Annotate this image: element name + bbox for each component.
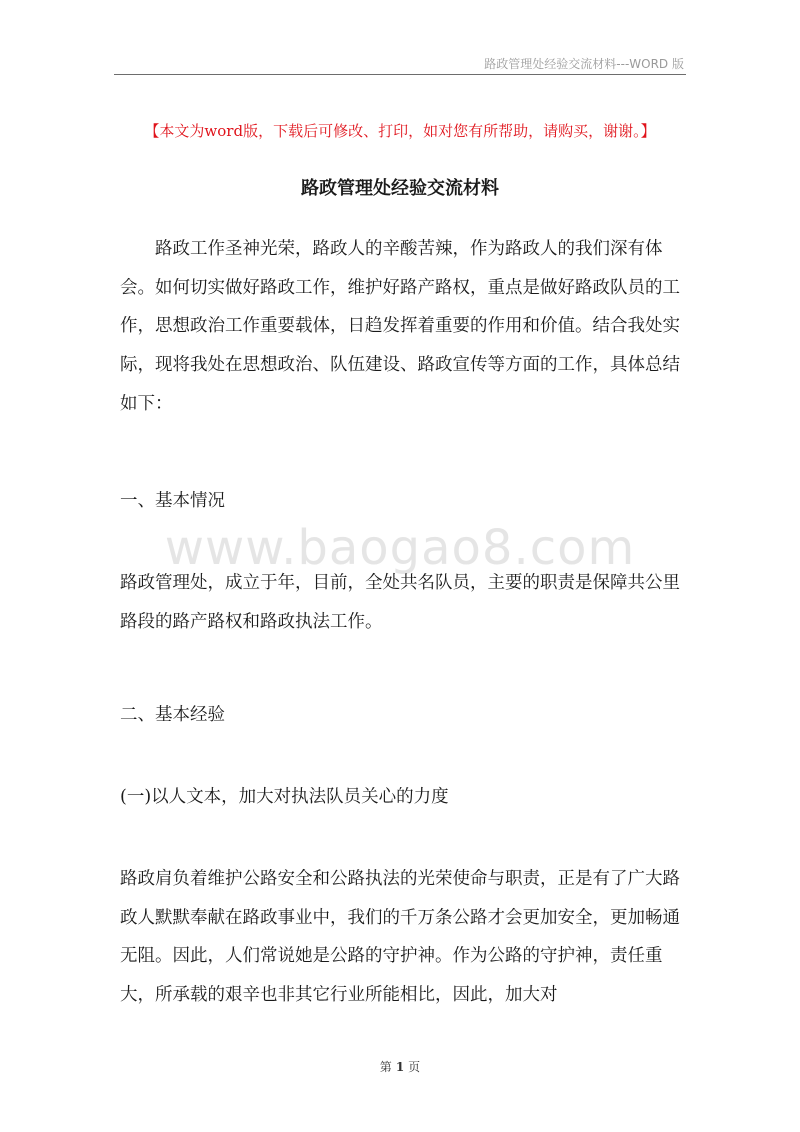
download-notice: 【本文为word版，下载后可修改、打印，如对您有所帮助，请购买，谢谢。】 xyxy=(144,122,656,140)
watermark: www.baogao8.com xyxy=(164,520,636,576)
section-heading-basic-experience: 二、基本经验 xyxy=(120,705,225,725)
page-number: 1 xyxy=(395,1060,405,1074)
subsection-heading-people-oriented: (一)以人文本，加大对执法队员关心的力度 xyxy=(120,787,449,807)
document-title: 路政管理处经验交流材料 xyxy=(301,178,499,199)
header-divider xyxy=(114,74,686,75)
basic-situation-paragraph: 路政管理处，成立于年，目前，全处共名队员，主要的职责是保障共公里路段的路产路权和路政执法工作。 xyxy=(120,573,680,632)
intro-paragraph: 路政工作圣神光荣，路政人的辛酸苦辣，作为路政人的我们深有体会。如何切实做好路政工作，维护好路产路权，重点是做好路政队员的工作，思想政治工作重要载体，日趋发挥着重要的作用和价值。结合我处实际，现将我处在思想政治、队伍建设、路政宣传等方面的工作，具体总结如下： xyxy=(120,239,680,414)
page-footer xyxy=(0,1058,800,1075)
section-heading-basic-situation: 一、基本情况 xyxy=(120,491,225,511)
page-prefix: 第 xyxy=(379,1060,392,1074)
running-header: 路政管理处经验交流材料---WORD 版 xyxy=(484,57,684,71)
page-suffix: 页 xyxy=(408,1060,421,1074)
people-oriented-paragraph: 路政肩负着维护公路安全和公路执法的光荣使命与职责，正是有了广大路政人默默奉献在路政事业中，我们的千万条公路才会更加安全，更加畅通无阻。因此，人们常说她是公路的守护神。作为公路的守护神，责任重大，所承载的艰辛也非其它行业所能相比，因此，加大对 xyxy=(120,869,680,1006)
